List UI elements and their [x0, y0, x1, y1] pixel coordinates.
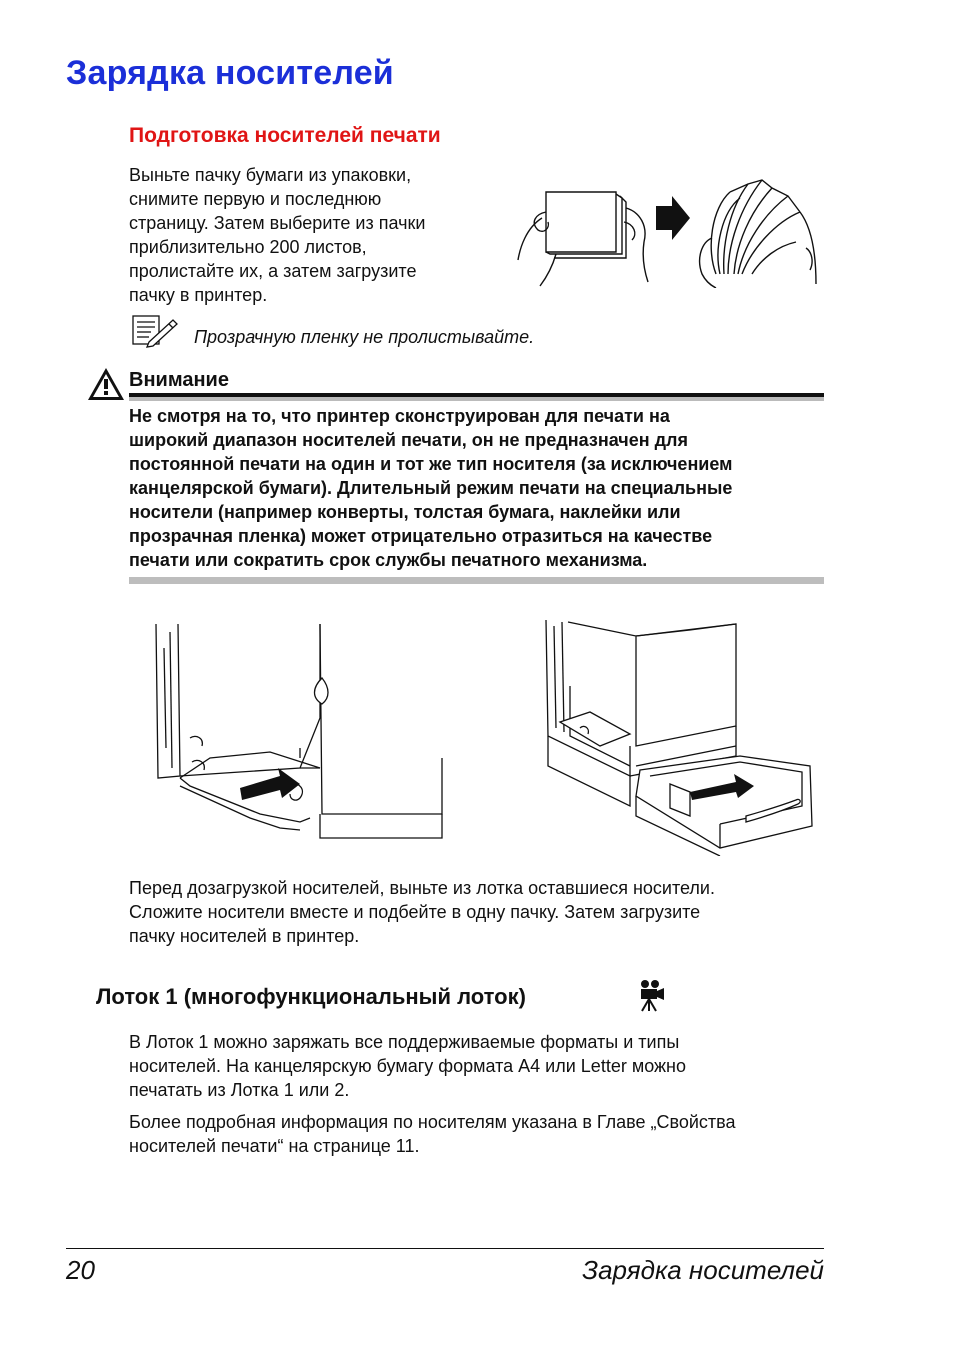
tray1-line: В Лоток 1 можно заряжать все поддерживаемые форматы и типы: [129, 1032, 680, 1052]
warning-bottom-rule: [129, 577, 824, 584]
section-heading-prepare-media: Подготовка носителей печати: [129, 124, 441, 147]
tray1-line: носителей печати“ на странице 11.: [129, 1136, 420, 1156]
prepare-line: пролистайте их, а затем загрузите: [129, 261, 417, 281]
page-title: Зарядка носителей: [66, 54, 394, 92]
tray1-line: Более подробная информация по носителям указана в Главе „Свойства: [129, 1112, 736, 1132]
warning-triangle-icon: [86, 366, 126, 402]
section-heading-tray1: Лоток 1 (многофункциональный лоток): [96, 984, 526, 1009]
note-text: Прозрачную пленку не пролистывайте.: [194, 327, 535, 347]
reload-line: Перед дозагрузкой носителей, выньте из лотка оставшиеся носители.: [129, 878, 715, 898]
page-number: 20: [66, 1255, 95, 1285]
note-pencil-icon: [131, 314, 179, 348]
paper-fanning-illustration: [516, 178, 826, 288]
prepare-line: снимите первую и последнюю: [129, 189, 382, 209]
prepare-line: приблизительно 200 листов,: [129, 237, 367, 257]
video-camera-icon: [636, 978, 666, 1012]
prepare-line: Выньте пачку бумаги из упаковки,: [129, 165, 412, 185]
tray2-loading-illustration: [540, 616, 820, 856]
tray1-line: носителей. На канцелярскую бумагу формата А4 или Letter можно: [129, 1056, 686, 1076]
warning-line: печати или сократить срок службы печатного механизма.: [129, 550, 648, 570]
warning-body: [129, 404, 829, 572]
reload-line: Сложите носители вместе и подбейте в одну пачку. Затем загрузите: [129, 902, 701, 922]
warning-title: Внимание: [129, 369, 229, 391]
warning-top-rule: [129, 393, 824, 401]
tray1-paragraph-1: [129, 1030, 829, 1102]
warning-line: канцелярской бумаги). Длительный режим печати на специальные: [129, 478, 733, 498]
warning-line: широкий диапазон носителей печати, он не предназначен для: [129, 430, 688, 450]
reload-paragraph: [129, 876, 829, 948]
warning-line: Не смотря на то, что принтер сконструирован для печати на: [129, 406, 670, 426]
prepare-line: страницу. Затем выберите из пачки: [129, 213, 426, 233]
footer-rule: [66, 1248, 824, 1249]
warning-line: носители (например конверты, толстая бумага, наклейки или: [129, 502, 681, 522]
reload-line: пачку носителей в принтер.: [129, 926, 360, 946]
tray1-loading-illustration: [150, 618, 450, 848]
warning-line: прозрачная пленка) может отрицательно отразиться на качестве: [129, 526, 713, 546]
footer-chapter-title: Зарядка носителей: [582, 1255, 824, 1285]
tray1-paragraph-2: [129, 1110, 829, 1158]
prepare-paragraph: [129, 163, 489, 307]
prepare-line: пачку в принтер.: [129, 285, 268, 305]
tray1-line: печатать из Лотка 1 или 2.: [129, 1080, 350, 1100]
warning-line: постоянной печати на один и тот же тип носителя (за исключением: [129, 454, 733, 474]
